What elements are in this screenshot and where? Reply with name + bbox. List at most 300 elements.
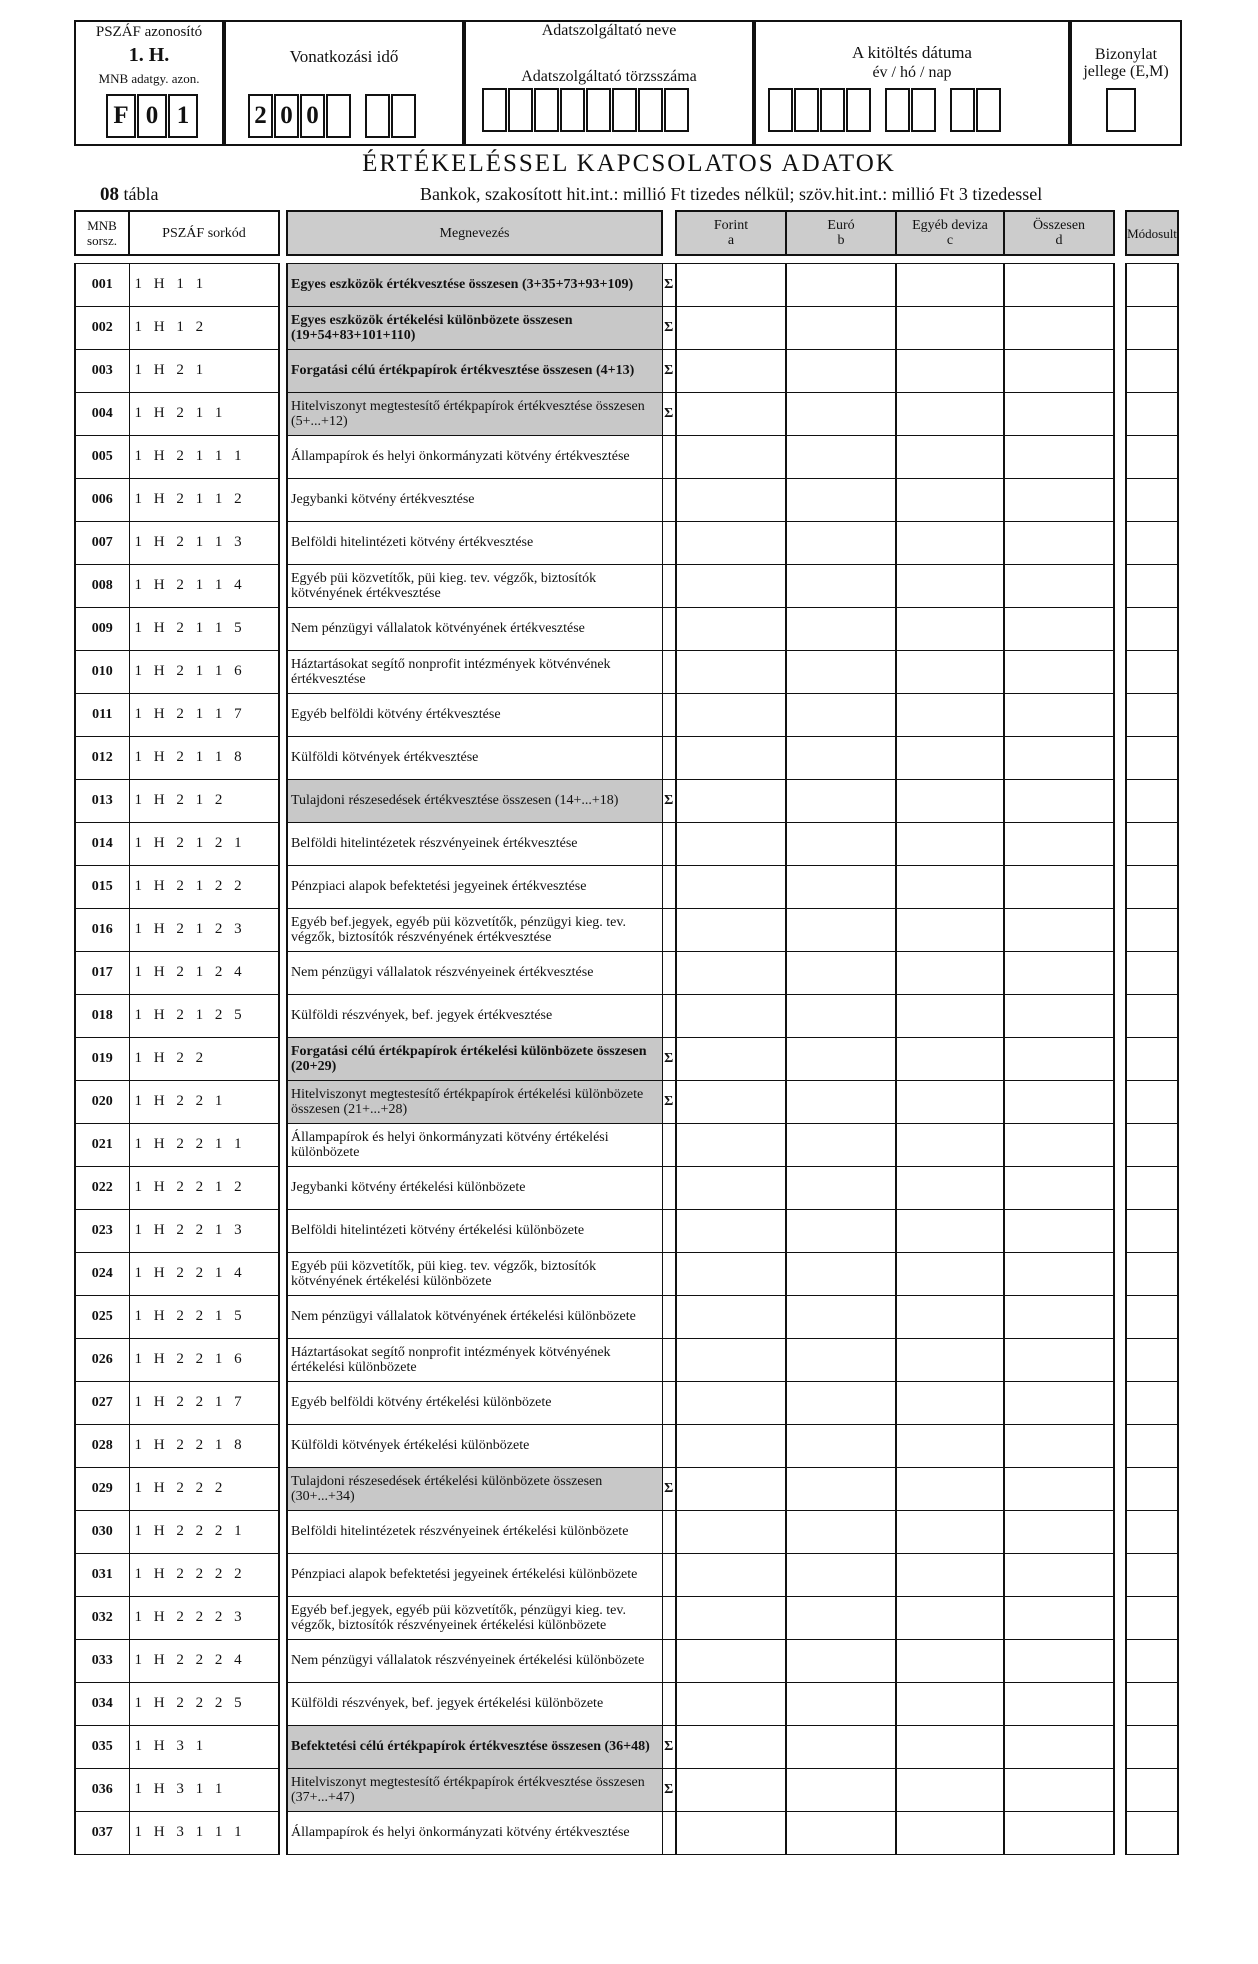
value-euro[interactable]	[786, 1510, 896, 1553]
value-forint[interactable]	[676, 779, 786, 822]
value-euro[interactable]	[786, 1123, 896, 1166]
value-forint[interactable]	[676, 263, 786, 306]
bizonylat-cell[interactable]	[1106, 88, 1136, 132]
date-year-cell[interactable]	[768, 88, 793, 132]
row-code: 1 H 2 2 2	[129, 1467, 279, 1510]
value-forint[interactable]	[676, 994, 786, 1037]
value-euro[interactable]	[786, 1467, 896, 1510]
page-title: ÉRTÉKELÉSSEL KAPCSOLATOS ADATOK	[362, 150, 896, 177]
value-euro[interactable]	[786, 1424, 896, 1467]
value-euro[interactable]	[786, 1596, 896, 1639]
value-egyeb[interactable]	[896, 1037, 1004, 1080]
value-osszesen[interactable]	[1004, 994, 1114, 1037]
value-euro[interactable]	[786, 478, 896, 521]
value-euro[interactable]	[786, 1725, 896, 1768]
row-name: Belföldi hitelintézetek részvényeinek értékelési különbözete	[287, 1510, 662, 1553]
year-cell[interactable]: 0	[300, 94, 325, 138]
value-modosult[interactable]	[1126, 822, 1178, 865]
value-modosult[interactable]	[1126, 521, 1178, 564]
value-osszesen[interactable]	[1004, 435, 1114, 478]
row-name: Külföldi részvények, bef. jegyek értékvesztése	[287, 994, 662, 1037]
value-euro[interactable]	[786, 564, 896, 607]
row-number: 035	[75, 1725, 129, 1768]
value-osszesen[interactable]	[1004, 865, 1114, 908]
value-euro[interactable]	[786, 736, 896, 779]
row-name: Pénzpiaci alapok befektetési jegyeinek értékvesztése	[287, 865, 662, 908]
value-euro[interactable]	[786, 994, 896, 1037]
table-row	[75, 1467, 1178, 1510]
value-euro[interactable]	[786, 1768, 896, 1811]
date-year-cell[interactable]	[846, 88, 871, 132]
table-row	[75, 607, 1178, 650]
value-osszesen[interactable]	[1004, 1252, 1114, 1295]
value-forint[interactable]	[676, 349, 786, 392]
value-euro[interactable]	[786, 693, 896, 736]
value-modosult[interactable]	[1126, 736, 1178, 779]
row-name: Egyéb belföldi kötvény értékelési különbözete	[287, 1381, 662, 1424]
value-osszesen[interactable]	[1004, 564, 1114, 607]
table-row	[75, 1424, 1178, 1467]
col-egyeb-sub: c	[946, 233, 954, 248]
date-day-cell[interactable]	[976, 88, 1001, 132]
value-euro[interactable]	[786, 1252, 896, 1295]
value-euro[interactable]	[786, 908, 896, 951]
mnb-cell[interactable]: 1	[168, 94, 198, 138]
torzsszam-cell[interactable]	[560, 88, 585, 132]
value-forint[interactable]	[676, 1811, 786, 1854]
value-euro[interactable]	[786, 521, 896, 564]
value-forint[interactable]	[676, 1424, 786, 1467]
value-forint[interactable]	[676, 435, 786, 478]
value-egyeb[interactable]	[896, 650, 1004, 693]
value-modosult[interactable]	[1126, 1166, 1178, 1209]
value-egyeb[interactable]	[896, 693, 1004, 736]
row-name: Nem pénzügyi vállalatok részvényeinek értékelési különbözete	[287, 1639, 662, 1682]
sigma-mark: Σ	[662, 392, 676, 435]
row-code: 1 H 3 1	[129, 1725, 279, 1768]
value-osszesen[interactable]	[1004, 1166, 1114, 1209]
value-egyeb[interactable]	[896, 349, 1004, 392]
value-forint[interactable]	[676, 1209, 786, 1252]
row-name: Egyéb belföldi kötvény értékvesztése	[287, 693, 662, 736]
row-name: Állampapírok és helyi önkormányzati kötvény értékvesztése	[287, 435, 662, 478]
row-number: 013	[75, 779, 129, 822]
kitoltes-label: A kitöltés dátuma	[852, 43, 972, 62]
value-modosult[interactable]	[1126, 1123, 1178, 1166]
value-euro[interactable]	[786, 1811, 896, 1854]
value-modosult[interactable]	[1126, 1811, 1178, 1854]
value-euro[interactable]	[786, 349, 896, 392]
value-forint[interactable]	[676, 1295, 786, 1338]
value-egyeb[interactable]	[896, 1080, 1004, 1123]
value-forint[interactable]	[676, 1553, 786, 1596]
value-osszesen[interactable]	[1004, 650, 1114, 693]
value-forint[interactable]	[676, 1166, 786, 1209]
value-forint[interactable]	[676, 1682, 786, 1725]
value-osszesen[interactable]	[1004, 1553, 1114, 1596]
sigma-mark	[662, 951, 676, 994]
value-osszesen[interactable]	[1004, 306, 1114, 349]
row-code: 1 H 3 1 1	[129, 1768, 279, 1811]
value-egyeb[interactable]	[896, 1295, 1004, 1338]
value-egyeb[interactable]	[896, 306, 1004, 349]
value-modosult[interactable]	[1126, 908, 1178, 951]
sigma-mark	[662, 1596, 676, 1639]
table-row	[75, 1510, 1178, 1553]
value-egyeb[interactable]	[896, 951, 1004, 994]
value-modosult[interactable]	[1126, 650, 1178, 693]
value-forint[interactable]	[676, 306, 786, 349]
sigma-mark	[662, 1553, 676, 1596]
table-number: 08	[100, 184, 119, 205]
value-forint[interactable]	[676, 1037, 786, 1080]
value-forint[interactable]	[676, 1338, 786, 1381]
value-egyeb[interactable]	[896, 1682, 1004, 1725]
value-forint[interactable]	[676, 564, 786, 607]
row-code: 1 H 2 2 2 5	[129, 1682, 279, 1725]
col-osszesen	[1004, 211, 1114, 255]
value-forint[interactable]	[676, 1639, 786, 1682]
value-egyeb[interactable]	[896, 1381, 1004, 1424]
value-modosult[interactable]	[1126, 1768, 1178, 1811]
value-osszesen[interactable]	[1004, 1682, 1114, 1725]
value-osszesen[interactable]	[1004, 1209, 1114, 1252]
value-euro[interactable]	[786, 1381, 896, 1424]
vonatkozasi-label: Vonatkozási idő	[289, 47, 399, 66]
year-cell[interactable]: 2	[248, 94, 273, 138]
value-modosult[interactable]	[1126, 1080, 1178, 1123]
value-modosult[interactable]	[1126, 478, 1178, 521]
value-osszesen[interactable]	[1004, 478, 1114, 521]
row-number: 003	[75, 349, 129, 392]
mnb-cell[interactable]: F	[106, 94, 136, 138]
torzsszam-cell[interactable]	[586, 88, 611, 132]
value-modosult[interactable]	[1126, 349, 1178, 392]
value-euro[interactable]	[786, 306, 896, 349]
value-osszesen[interactable]	[1004, 1338, 1114, 1381]
value-forint[interactable]	[676, 607, 786, 650]
value-modosult[interactable]	[1126, 865, 1178, 908]
value-osszesen[interactable]	[1004, 1123, 1114, 1166]
row-number: 011	[75, 693, 129, 736]
row-name: Egyéb püi közvetítők, püi kieg. tev. végzők, biztosítók kötvényének értékelési különbözete	[287, 1252, 662, 1295]
value-modosult[interactable]	[1126, 306, 1178, 349]
row-name: Nem pénzügyi vállalatok kötvényének értékvesztése	[287, 607, 662, 650]
value-modosult[interactable]	[1126, 1252, 1178, 1295]
value-osszesen[interactable]	[1004, 1510, 1114, 1553]
value-osszesen[interactable]	[1004, 392, 1114, 435]
value-forint[interactable]	[676, 1252, 786, 1295]
value-euro[interactable]	[786, 1080, 896, 1123]
row-code: 1 H 2 1	[129, 349, 279, 392]
value-modosult[interactable]	[1126, 1725, 1178, 1768]
value-osszesen[interactable]	[1004, 521, 1114, 564]
table-row	[75, 1252, 1178, 1295]
value-forint[interactable]	[676, 1596, 786, 1639]
value-modosult[interactable]	[1126, 263, 1178, 306]
value-egyeb[interactable]	[896, 1424, 1004, 1467]
value-euro[interactable]	[786, 392, 896, 435]
row-name: Nem pénzügyi vállalatok részvényeinek értékvesztése	[287, 951, 662, 994]
row-number: 028	[75, 1424, 129, 1467]
value-modosult[interactable]	[1126, 1639, 1178, 1682]
value-egyeb[interactable]	[896, 435, 1004, 478]
row-number: 016	[75, 908, 129, 951]
value-modosult[interactable]	[1126, 564, 1178, 607]
torzsszam-cell[interactable]	[534, 88, 559, 132]
row-code: 1 H 2 1 1 2	[129, 478, 279, 521]
value-forint[interactable]	[676, 951, 786, 994]
value-forint[interactable]	[676, 736, 786, 779]
row-code: 1 H 2 1 1	[129, 392, 279, 435]
table-row	[75, 263, 1178, 306]
value-osszesen[interactable]	[1004, 607, 1114, 650]
row-code: 1 H 2 1 2 3	[129, 908, 279, 951]
value-modosult[interactable]	[1126, 693, 1178, 736]
value-egyeb[interactable]	[896, 1768, 1004, 1811]
value-modosult[interactable]	[1126, 1553, 1178, 1596]
table-row	[75, 1725, 1178, 1768]
sigma-mark	[662, 1295, 676, 1338]
value-forint[interactable]	[676, 1123, 786, 1166]
value-modosult[interactable]	[1126, 1424, 1178, 1467]
row-code: 1 H 2 1 1 1	[129, 435, 279, 478]
value-euro[interactable]	[786, 1338, 896, 1381]
value-osszesen[interactable]	[1004, 1768, 1114, 1811]
value-osszesen[interactable]	[1004, 908, 1114, 951]
value-euro[interactable]	[786, 1037, 896, 1080]
row-number: 026	[75, 1338, 129, 1381]
row-name: Egyes eszközök értékvesztése összesen (3+35+73+93+109)	[287, 263, 662, 306]
value-forint[interactable]	[676, 693, 786, 736]
value-modosult[interactable]	[1126, 435, 1178, 478]
value-osszesen[interactable]	[1004, 693, 1114, 736]
row-number: 012	[75, 736, 129, 779]
month-cell[interactable]	[391, 94, 416, 138]
value-egyeb[interactable]	[896, 994, 1004, 1037]
mnb-cell[interactable]: 0	[137, 94, 167, 138]
value-osszesen[interactable]	[1004, 1080, 1114, 1123]
torzsszam-cell[interactable]	[482, 88, 507, 132]
row-code: 1 H 2 2 2 3	[129, 1596, 279, 1639]
row-name: Külföldi kötvények értékvesztése	[287, 736, 662, 779]
value-forint[interactable]	[676, 1510, 786, 1553]
value-egyeb[interactable]	[896, 779, 1004, 822]
value-modosult[interactable]	[1126, 1467, 1178, 1510]
sigma-mark: Σ	[662, 779, 676, 822]
table-row	[75, 1209, 1178, 1252]
value-egyeb[interactable]	[896, 1467, 1004, 1510]
value-egyeb[interactable]	[896, 392, 1004, 435]
sigma-mark: Σ	[662, 349, 676, 392]
table-row	[75, 1338, 1178, 1381]
table-row	[75, 951, 1178, 994]
value-forint[interactable]	[676, 1467, 786, 1510]
row-name: Háztartásokat segítő nonprofit intézmények kötvénvének értékvesztése	[287, 650, 662, 693]
value-forint[interactable]	[676, 865, 786, 908]
value-osszesen[interactable]	[1004, 1467, 1114, 1510]
row-code: 1 H 2 2 1 1	[129, 1123, 279, 1166]
month-cell[interactable]	[365, 94, 390, 138]
value-euro[interactable]	[786, 951, 896, 994]
value-euro[interactable]	[786, 1553, 896, 1596]
value-egyeb[interactable]	[896, 1252, 1004, 1295]
value-forint[interactable]	[676, 478, 786, 521]
value-euro[interactable]	[786, 607, 896, 650]
bizonylat-cells	[1106, 88, 1137, 132]
table-row	[75, 779, 1178, 822]
value-egyeb[interactable]	[896, 263, 1004, 306]
table-row	[75, 1123, 1178, 1166]
torzsszam-cell[interactable]	[638, 88, 663, 132]
row-name: Nem pénzügyi vállalatok kötvényének értékelési különbözete	[287, 1295, 662, 1338]
value-euro[interactable]	[786, 1682, 896, 1725]
table-row	[75, 349, 1178, 392]
year-cell[interactable]: 0	[274, 94, 299, 138]
torzsszam-cell[interactable]	[612, 88, 637, 132]
date-month-cell[interactable]	[911, 88, 936, 132]
value-egyeb[interactable]	[896, 1639, 1004, 1682]
value-osszesen[interactable]	[1004, 951, 1114, 994]
value-modosult[interactable]	[1126, 951, 1178, 994]
row-code: 1 H 2 1 1 5	[129, 607, 279, 650]
value-euro[interactable]	[786, 435, 896, 478]
value-egyeb[interactable]	[896, 1209, 1004, 1252]
value-egyeb[interactable]	[896, 1166, 1004, 1209]
torzsszam-cell[interactable]	[664, 88, 689, 132]
value-osszesen[interactable]	[1004, 1381, 1114, 1424]
value-euro[interactable]	[786, 822, 896, 865]
table-row	[75, 564, 1178, 607]
value-euro[interactable]	[786, 1295, 896, 1338]
value-forint[interactable]	[676, 1725, 786, 1768]
col-mnb: MNB sorsz.	[75, 211, 129, 255]
date-year-cell[interactable]	[820, 88, 845, 132]
sigma-mark	[662, 1338, 676, 1381]
value-egyeb[interactable]	[896, 1338, 1004, 1381]
row-code: 1 H 2 2 1 6	[129, 1338, 279, 1381]
value-forint[interactable]	[676, 908, 786, 951]
value-euro[interactable]	[786, 263, 896, 306]
value-egyeb[interactable]	[896, 478, 1004, 521]
sigma-mark: Σ	[662, 1467, 676, 1510]
value-egyeb[interactable]	[896, 1725, 1004, 1768]
row-number: 032	[75, 1596, 129, 1639]
sigma-mark	[662, 1639, 676, 1682]
value-osszesen[interactable]	[1004, 1037, 1114, 1080]
pszaf-value: 1. H.	[128, 44, 170, 66]
value-euro[interactable]	[786, 650, 896, 693]
value-egyeb[interactable]	[896, 1123, 1004, 1166]
date-year-cell[interactable]	[794, 88, 819, 132]
value-egyeb[interactable]	[896, 865, 1004, 908]
value-forint[interactable]	[676, 1080, 786, 1123]
row-number: 024	[75, 1252, 129, 1295]
adatszolgaltato-neve: Adatszolgáltató neve	[541, 22, 677, 39]
value-euro[interactable]	[786, 779, 896, 822]
row-number: 037	[75, 1811, 129, 1854]
value-forint[interactable]	[676, 1381, 786, 1424]
torzsszam-cell[interactable]	[508, 88, 533, 132]
table-row	[75, 1381, 1178, 1424]
value-osszesen[interactable]	[1004, 349, 1114, 392]
value-euro[interactable]	[786, 865, 896, 908]
row-number: 030	[75, 1510, 129, 1553]
value-modosult[interactable]	[1126, 994, 1178, 1037]
value-osszesen[interactable]	[1004, 736, 1114, 779]
value-forint[interactable]	[676, 822, 786, 865]
value-forint[interactable]	[676, 1768, 786, 1811]
value-modosult[interactable]	[1126, 1682, 1178, 1725]
row-code: 1 H 2 2 1 4	[129, 1252, 279, 1295]
value-egyeb[interactable]	[896, 1553, 1004, 1596]
row-number: 021	[75, 1123, 129, 1166]
value-osszesen[interactable]	[1004, 263, 1114, 306]
value-osszesen[interactable]	[1004, 1725, 1114, 1768]
value-modosult[interactable]	[1126, 1037, 1178, 1080]
row-name: Belföldi hitelintézeti kötvény értékelési különbözete	[287, 1209, 662, 1252]
value-modosult[interactable]	[1126, 1295, 1178, 1338]
value-forint[interactable]	[676, 650, 786, 693]
value-egyeb[interactable]	[896, 564, 1004, 607]
value-egyeb[interactable]	[896, 822, 1004, 865]
row-code: 1 H 2 1 2	[129, 779, 279, 822]
row-number: 034	[75, 1682, 129, 1725]
year-cell[interactable]	[326, 94, 351, 138]
value-osszesen[interactable]	[1004, 1639, 1114, 1682]
value-osszesen[interactable]	[1004, 1596, 1114, 1639]
row-number: 036	[75, 1768, 129, 1811]
value-euro[interactable]	[786, 1166, 896, 1209]
value-osszesen[interactable]	[1004, 1295, 1114, 1338]
value-modosult[interactable]	[1126, 1381, 1178, 1424]
value-egyeb[interactable]	[896, 1596, 1004, 1639]
value-modosult[interactable]	[1126, 1209, 1178, 1252]
date-day-cell[interactable]	[950, 88, 975, 132]
value-modosult[interactable]	[1126, 779, 1178, 822]
value-modosult[interactable]	[1126, 1338, 1178, 1381]
value-egyeb[interactable]	[896, 736, 1004, 779]
value-modosult[interactable]	[1126, 607, 1178, 650]
value-modosult[interactable]	[1126, 1596, 1178, 1639]
table-row	[75, 1295, 1178, 1338]
row-number: 009	[75, 607, 129, 650]
value-modosult[interactable]	[1126, 1510, 1178, 1553]
value-egyeb[interactable]	[896, 1811, 1004, 1854]
row-name: Tulajdoni részesedések értékvesztése összesen (14+...+18)	[287, 779, 662, 822]
row-number: 027	[75, 1381, 129, 1424]
value-modosult[interactable]	[1126, 392, 1178, 435]
value-osszesen[interactable]	[1004, 822, 1114, 865]
value-forint[interactable]	[676, 521, 786, 564]
value-egyeb[interactable]	[896, 607, 1004, 650]
value-forint[interactable]	[676, 392, 786, 435]
value-egyeb[interactable]	[896, 521, 1004, 564]
value-euro[interactable]	[786, 1639, 896, 1682]
value-egyeb[interactable]	[896, 1510, 1004, 1553]
sigma-mark: Σ	[662, 1725, 676, 1768]
value-euro[interactable]	[786, 1209, 896, 1252]
value-osszesen[interactable]	[1004, 779, 1114, 822]
row-code: 1 H 2 1 2 2	[129, 865, 279, 908]
row-name: Forgatási célú értékpapírok értékvesztése összesen (4+13)	[287, 349, 662, 392]
value-osszesen[interactable]	[1004, 1424, 1114, 1467]
table-row	[75, 865, 1178, 908]
value-osszesen[interactable]	[1004, 1811, 1114, 1854]
row-name: Forgatási célú értékpapírok értékelési különbözete összesen (20+29)	[287, 1037, 662, 1080]
date-month-cell[interactable]	[885, 88, 910, 132]
value-egyeb[interactable]	[896, 908, 1004, 951]
